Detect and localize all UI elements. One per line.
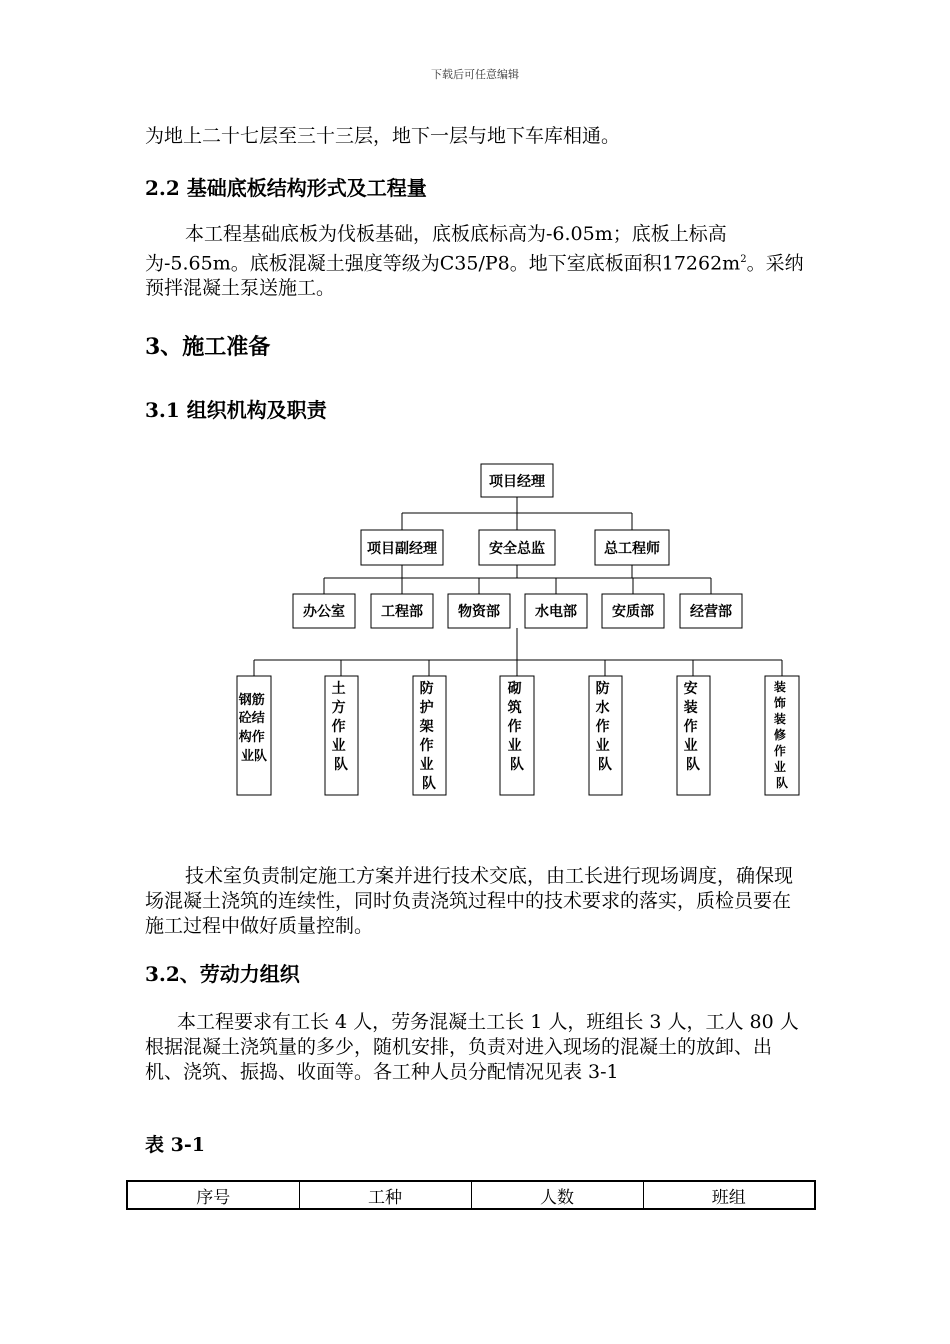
section-3-1-heading: 3.1 组织机构及职责 — [145, 398, 327, 422]
team-char: 防 — [595, 681, 610, 697]
section-3-heading: 3、施工准备 — [145, 334, 271, 360]
team-char: 作 — [595, 719, 610, 735]
team-char: 业 — [419, 757, 434, 773]
table-header-cell: 序号 — [127, 1181, 299, 1209]
team-char: 业 — [595, 738, 610, 754]
node-safety-director-label: 安全总监 — [489, 541, 545, 557]
team-char: 业 — [773, 760, 786, 774]
node-chief-engineer-label: 总工程师 — [604, 541, 660, 557]
team-char: 队 — [510, 757, 524, 773]
team-char: 队 — [334, 757, 348, 773]
intro-paragraph: 为地上二十七层至三十三层，地下一层与地下车库相通。 — [145, 125, 621, 147]
section-3-1-paragraph: 技术室负责制定施工方案并进行技术交底，由工长进行现场调度，确保现场混凝土浇筑的连续性，同时负责浇筑过程中的技术要求的落实，质检员要在施工过程中做好质量控制。 — [145, 865, 794, 937]
node-water-electric-dept-label: 水电部 — [535, 604, 577, 620]
team-char: 队 — [598, 757, 612, 773]
org-chart-connectors — [254, 497, 782, 676]
node-materials-dept-label: 物资部 — [458, 604, 500, 620]
team-char: 饰 — [773, 696, 786, 710]
page-header-note: 下载后可任意编辑 — [431, 68, 519, 81]
team-char: 安 — [683, 681, 698, 697]
node-engineering-dept-label: 工程部 — [381, 604, 423, 620]
team-char: 队 — [775, 776, 789, 790]
section-2-2-text-b: 。采纳预拌混凝土泵送施工。 — [145, 252, 804, 300]
team-masonry-label — [508, 680, 527, 773]
team-char: 筑 — [507, 700, 522, 716]
team-char: 作 — [507, 719, 522, 735]
team-char: 构作 — [238, 730, 265, 745]
section-2-2-text-a: 本工程基础底板为伐板基础，底板底标高为-6.05m；底板上标高为-5.65m。底板混凝土强度等级为C35/P8。地下室底板面积17262m — [145, 223, 741, 275]
team-decoration-label — [774, 679, 790, 790]
team-char: 装 — [683, 700, 698, 716]
team-char: 作 — [331, 719, 346, 735]
team-char: 护 — [419, 700, 434, 716]
team-char: 方 — [331, 700, 346, 716]
team-installation-label — [684, 680, 703, 773]
node-deputy-manager-label: 项目副经理 — [367, 541, 437, 557]
team-char: 业 — [331, 738, 346, 754]
team-char: 作 — [419, 738, 434, 754]
team-char: 砼结 — [238, 711, 265, 726]
team-char: 队 — [686, 757, 700, 773]
team-char: 钢筋 — [238, 693, 265, 708]
team-char: 土 — [331, 681, 346, 697]
team-char: 装 — [773, 680, 786, 694]
node-project-manager-label: 项目经理 — [489, 474, 545, 490]
team-char: 架 — [419, 719, 434, 735]
team-char: 作 — [773, 744, 786, 758]
team-char: 水 — [595, 700, 610, 716]
team-earthwork-label — [332, 680, 351, 773]
team-char: 砌 — [507, 681, 522, 697]
team-char: 修 — [773, 728, 786, 742]
superscript-2: 2 — [740, 254, 747, 265]
team-char: 装 — [773, 712, 786, 726]
team-char: 业队 — [240, 749, 268, 764]
table-3-1 — [126, 1180, 816, 1210]
node-office-label: 办公室 — [303, 604, 345, 620]
table-header-cell: 工种 — [299, 1181, 471, 1209]
team-char: 业 — [507, 738, 522, 754]
team-char: 业 — [683, 738, 698, 754]
team-char: 防 — [419, 681, 434, 697]
table-header-row — [127, 1181, 815, 1209]
table-header-cell: 班组 — [643, 1181, 815, 1209]
section-3-2-paragraph: 本工程要求有工长 4 人，劳务混凝土工长 1 人，班组长 3 人，工人 80 人根据混凝土浇筑量的多少，随机安排，负责对进入现场的混凝土的放卸、出机、浇筑、振捣、收面等。各工种人员分配情况见表 3-1 — [145, 1011, 799, 1083]
team-char: 队 — [422, 776, 436, 792]
section-2-2-heading: 2.2 基础底板结构形式及工程量 — [145, 176, 427, 200]
table-header-cell: 人数 — [471, 1181, 643, 1209]
table-3-1-caption: 表 3-1 — [145, 1134, 205, 1156]
team-waterproof-label — [596, 680, 615, 773]
node-business-dept-label: 经营部 — [690, 604, 732, 620]
section-3-2-heading: 3.2、劳动力组织 — [145, 962, 300, 986]
team-char: 作 — [683, 719, 698, 735]
node-safety-quality-dept-label: 安质部 — [612, 604, 654, 620]
